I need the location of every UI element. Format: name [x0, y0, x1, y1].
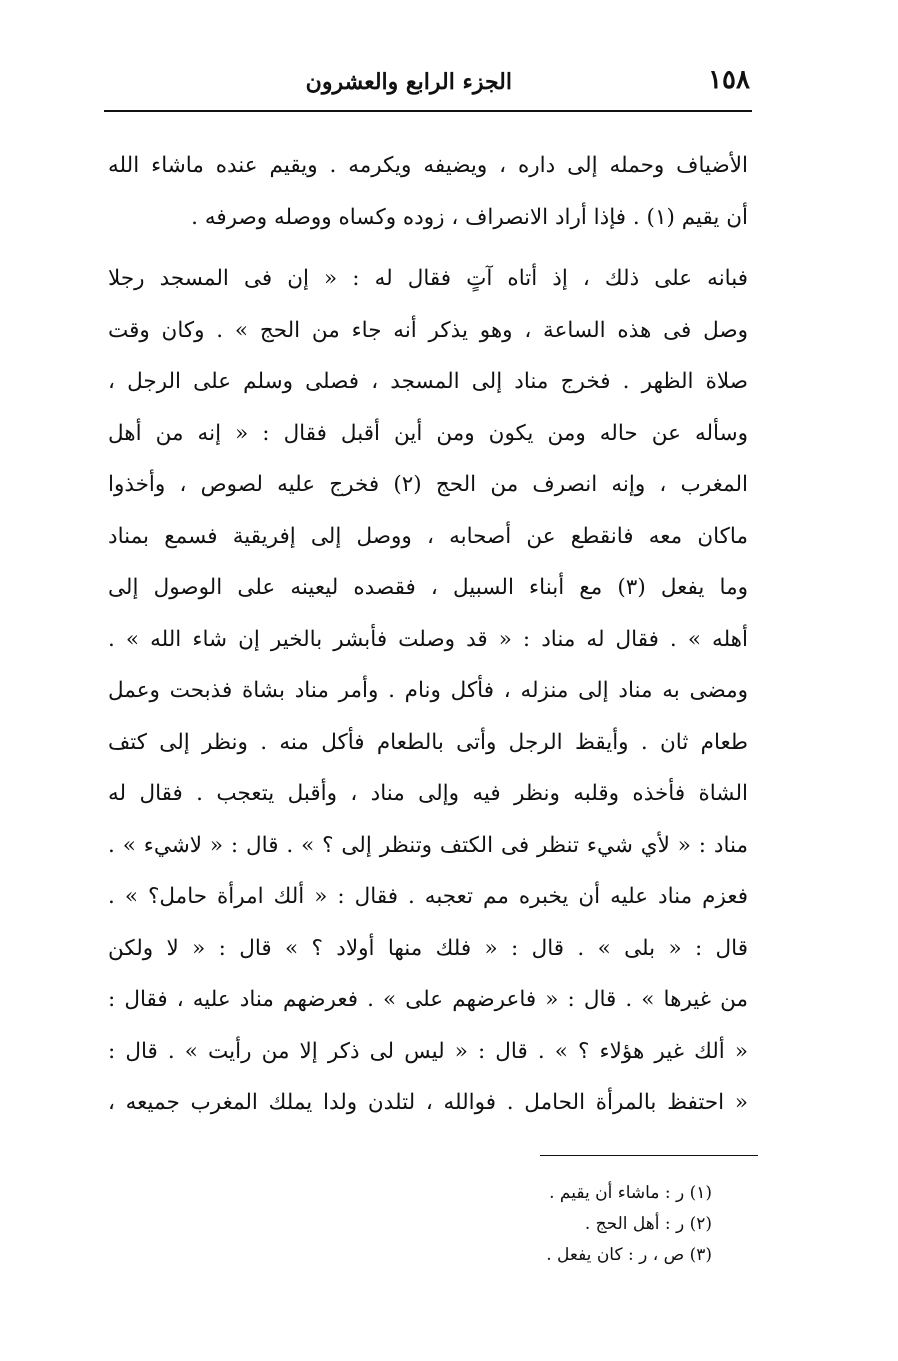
text-line: فعزم مناد عليه أن يخبره مم تعجبه . فقال : « ألك امرأة حامل؟ » .: [108, 884, 748, 909]
footnote-3: (٣) ص ، ر : كان يفعل .: [546, 1245, 712, 1265]
text-line: فبانه على ذلك ، إذ أتاه آتٍ فقال له : « إن فى المسجد رجلا: [108, 266, 748, 291]
text-line: أهله » . فقال له مناد : « قد وصلت فأبشر بالخير إن شاء الله » .: [108, 626, 748, 652]
text-line: ماكان معه فانقطع عن أصحابه ، ووصل إلى إفريقية فسمع بمناد: [108, 523, 748, 549]
footnote-2: (٢) ر : أهل الحج .: [584, 1214, 712, 1234]
text-line: طعام ثان . وأيقظ الرجل وأتى بالطعام فأكل منه . ونظر إلى كتف: [108, 729, 748, 755]
header-divider: [104, 110, 752, 112]
text-line: « احتفظ بالمرأة الحامل . فوالله ، لتلدن ولدا يملك المغرب جميعه ،: [108, 1090, 748, 1115]
text-line: صلاة الظهر . فخرج مناد إلى المسجد ، فصلى وسلم على الرجل ،: [108, 369, 748, 394]
running-title: الجزء الرابع والعشرون: [305, 69, 512, 95]
text-line: وما يفعل (٣) مع أبناء السبيل ، فقصده ليعينه على الوصول إلى: [108, 575, 748, 600]
text-line: « ألك غير هؤلاء ؟ » . قال : « ليس لى ذكر إلا من رأيت » . قال :: [108, 1038, 748, 1064]
text-line: المغرب ، وإنه انصرف من الحج (٢) فخرج عليه لصوص ، وأخذوا: [108, 472, 748, 497]
footnote-1: (١) ر : ماشاء أن يقيم .: [549, 1183, 712, 1203]
text-line: وصل فى هذه الساعة ، وهو يذكر أنه جاء من الحج » . وكان وقت: [108, 317, 748, 343]
text-line: الشاة فأخذه وقلبه ونظر فيه وإلى مناد ، وأقبل يتعجب . فقال له: [108, 781, 748, 806]
text-line: مناد : « لأي شيء تنظر فى الكتف وتنظر إلى ؟ » . قال : « لاشيء » .: [108, 832, 748, 858]
text-line: من غيرها » . قال : « فاعرضهم على » . فعرضهم مناد عليه ، فقال :: [108, 987, 748, 1012]
paragraph-1: [108, 140, 748, 243]
page-header: [138, 60, 750, 104]
text-line: ومضى به مناد إلى منزله ، فأكل ونام . وأمر مناد بشاة فذبحت وعمل: [108, 678, 748, 703]
page-number: ١٥٨: [708, 65, 750, 95]
main-text: [108, 140, 748, 1129]
footnote-divider: [540, 1155, 758, 1156]
text-line: قال : « بلى » . قال : « فلك منها أولاد ؟ » قال : « لا ولكن: [108, 935, 748, 961]
footnotes: [352, 1178, 712, 1271]
text-line: أن يقيم (١) . فإذا أراد الانصراف ، زوده وكساه ووصله وصرفه .: [191, 204, 748, 230]
text-line: وسأله عن حاله ومن يكون ومن أين أقبل فقال : « إنه من أهل: [108, 420, 748, 446]
paragraph-2: [108, 253, 748, 1129]
paragraph-gap: [108, 243, 748, 253]
text-line: الأضياف وحمله إلى داره ، ويضيفه ويكرمه . ويقيم عنده ماشاء الله: [108, 153, 748, 178]
